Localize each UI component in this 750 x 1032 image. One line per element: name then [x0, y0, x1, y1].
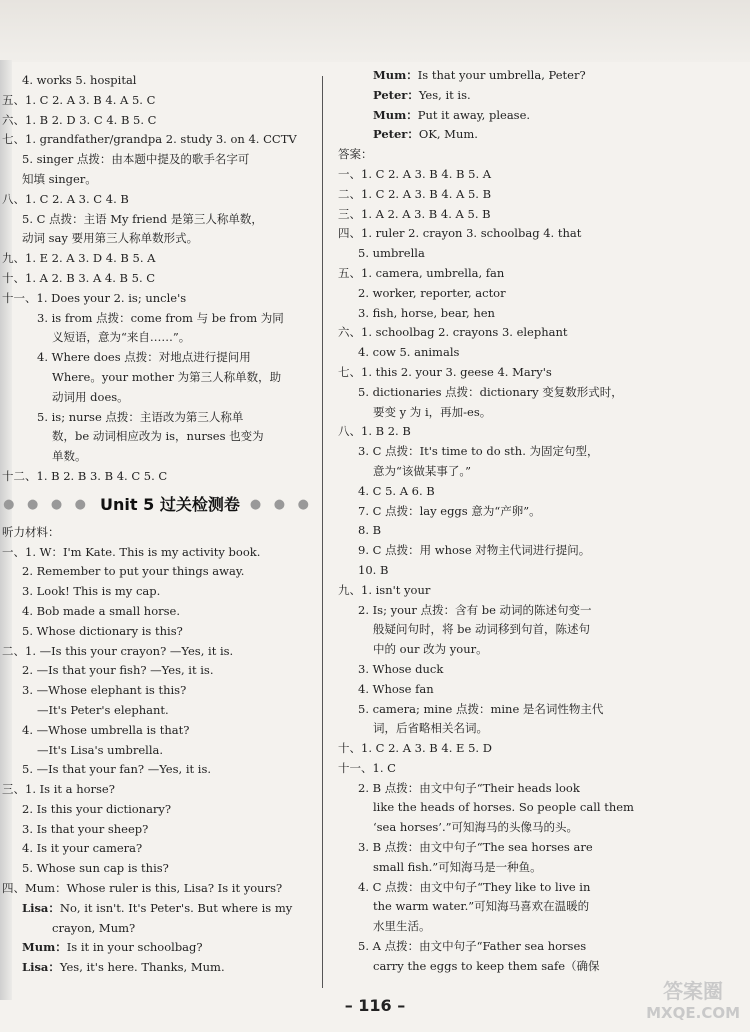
watermark-line1: 答案圈	[663, 979, 724, 1003]
left_column-line: —It's Peter's elephant.	[37, 702, 169, 717]
left_column-line: 5. C 点拨：主语 My friend 是第三人称单数，	[22, 211, 263, 226]
right_column-line: 八、1. B 2. B	[338, 424, 411, 439]
right_column-line: 六、1. schoolbag 2. crayons 3. elephant	[338, 325, 568, 340]
left_column-line: crayon, Mum?	[52, 920, 136, 935]
left_column-line: 动词用 does。	[52, 389, 129, 404]
speaker-name: Mum：	[22, 940, 67, 955]
left_column-line: 九、1. E 2. A 3. D 4. B 5. A	[2, 251, 156, 266]
left_column-line: 义短语，意为“来自……”。	[52, 330, 191, 345]
right_column-line: Mum：Is that your umbrella, Peter?	[373, 68, 586, 82]
left_column-line: 5. singer 点拨：由本题中提及的歌手名字可	[22, 152, 250, 167]
right_column-line: like the heads of horses. So people call them	[373, 800, 634, 815]
left_column-line: 5. Whose sun cap is this?	[22, 861, 169, 876]
right_column-line: 3. Whose duck	[358, 661, 444, 676]
left_column-line: 4. works 5. hospital	[22, 73, 137, 87]
left_column-line: Where。your mother 为第三人称单数，助	[52, 369, 282, 384]
column-divider	[322, 76, 323, 988]
right_column-line: 5. camera; mine 点拨：mine 是名词性物主代	[358, 701, 604, 716]
unit-heading	[2, 487, 314, 523]
right_column-line: 一、1. C 2. A 3. B 4. B 5. A	[338, 166, 492, 181]
unit-title: Unit 5 过关检测卷	[100, 494, 240, 514]
left_column-line: 十、1. A 2. B 3. A 4. B 5. C	[2, 270, 156, 285]
right-column	[338, 66, 668, 977]
left_column-line: —It's Lisa's umbrella.	[37, 742, 164, 757]
watermark-logo	[646, 980, 740, 1024]
right_column-line: 4. C 点拨：由文中句子“They like to live in	[358, 879, 591, 894]
left_column-line: 2. Remember to put your things away.	[22, 564, 245, 579]
right_column-line: 水里生活。	[373, 919, 431, 934]
right_column-line: 意为“该做某事了。”	[373, 463, 472, 478]
left_column-line: 十一、1. Does your 2. is; uncle's	[2, 290, 187, 305]
right_column-line: 5. dictionaries 点拨：dictionary 变复数形式时，	[358, 384, 623, 399]
right_column-line: 要变 y 为 i，再加-es。	[373, 404, 492, 419]
right_column-line: carry the eggs to keep them safe（确保	[373, 958, 600, 973]
right_column-line: Peter：OK, Mum.	[373, 127, 478, 142]
heading-dots-right: ● ● ●	[249, 496, 313, 512]
left_column-line: 4. Bob made a small horse.	[22, 603, 180, 618]
right_column-line: 8. B	[358, 523, 382, 538]
left_column-line: 4. Where does 点拨：对地点进行提问用	[37, 350, 251, 365]
left_column-line: Lisa：No, it isn't. It's Peter's. But where is my	[22, 900, 293, 915]
left_column-line: 二、1. —Is this your crayon? —Yes, it is.	[2, 643, 234, 658]
left_column-line: 知填 singer。	[22, 171, 97, 186]
right_column-line: 4. C 5. A 6. B	[358, 483, 435, 498]
right_column-line: 十、1. C 2. A 3. B 4. E 5. D	[338, 741, 492, 756]
left_column-line: 动词 say 要用第三人称单数形式。	[22, 231, 199, 246]
left_column-line: 听力材料：	[2, 524, 60, 539]
right_column-line: 2. B 点拨：由文中句子“Their heads look	[358, 780, 580, 795]
right_column-line: 9. C 点拨：用 whose 对物主代词进行提问。	[358, 543, 591, 558]
right_column-line: 3. C 点拨：It's time to do sth. 为固定句型，	[358, 444, 599, 459]
left_column-line: 3. Is that your sheep?	[22, 821, 149, 836]
left_column-line: 八、1. C 2. A 3. C 4. B	[2, 191, 129, 206]
speaker-name: Peter：	[373, 127, 419, 142]
left_column-line: 七、1. grandfather/grandpa 2. study 3. on 4. CCTV	[2, 132, 297, 147]
right_column-line: 三、1. A 2. A 3. B 4. A 5. B	[338, 206, 491, 221]
left_column-line: 数，be 动词相应改为 is，nurses 也变为	[52, 429, 264, 444]
right_column-line: 7. C 点拨：lay eggs 意为“产卵”。	[358, 503, 541, 518]
right_column-line: ‘sea horses’.”可知海马的头像马的头。	[373, 820, 578, 835]
left_column-line: 2. —Is that your fish? —Yes, it is.	[22, 663, 214, 678]
right_column-line: 答案：	[338, 147, 373, 162]
right_column-line: Mum：Put it away, please.	[373, 107, 531, 122]
right_column-line: 4. cow 5. animals	[358, 345, 460, 360]
left_column-line: 一、1. W：I'm Kate. This is my activity book.	[2, 544, 261, 559]
right_column-line: 四、1. ruler 2. crayon 3. schoolbag 4. that	[338, 226, 582, 241]
right_column-line: 5. umbrella	[358, 246, 425, 261]
left_column-line: 5. Whose dictionary is this?	[22, 623, 183, 638]
heading-dots-left: ● ● ● ●	[3, 496, 91, 512]
left-column	[2, 71, 314, 978]
left_column-line: 四、Mum：Whose ruler is this, Lisa? Is it yours?	[2, 881, 283, 896]
right_column-line: 五、1. camera, umbrella, fan	[338, 265, 505, 280]
left_column-line: Lisa：Yes, it's here. Thanks, Mum.	[22, 960, 225, 975]
left_column-line: Mum：Is it in your schoolbag?	[22, 940, 203, 955]
right_column-line: the warm water.”可知海马喜欢在温暖的	[373, 899, 590, 914]
speaker-name: Mum：	[373, 107, 418, 122]
right_column-line: 般疑问句时，将 be 动词移到句首，陈述句	[373, 622, 590, 637]
left_column-line: 单数。	[52, 449, 87, 464]
right_column-line: Peter：Yes, it is.	[373, 87, 471, 102]
left_column-line: 3. —Whose elephant is this?	[22, 683, 187, 698]
right_column-line: 4. Whose fan	[358, 681, 434, 696]
left_column-line: 十二、1. B 2. B 3. B 4. C 5. C	[2, 468, 168, 483]
right_column-line: 2. worker, reporter, actor	[358, 285, 506, 300]
left_column-line: 4. —Whose umbrella is that?	[22, 722, 190, 737]
page-number: – 116 –	[344, 996, 406, 1015]
left_column-line: 3. Look! This is my cap.	[22, 584, 161, 599]
left_column-line: 2. Is this your dictionary?	[22, 801, 172, 816]
left_column-line: 五、1. C 2. A 3. B 4. A 5. C	[2, 92, 156, 107]
left_column-line: 5. is; nurse 点拨：主语改为第三人称单	[37, 409, 244, 424]
speaker-name: Mum：	[373, 68, 418, 82]
speaker-name: Peter：	[373, 87, 419, 102]
right_column-line: 3. fish, horse, bear, hen	[358, 305, 495, 320]
right_column-line: 九、1. isn't your	[338, 582, 431, 597]
speaker-name: Lisa：	[22, 900, 60, 915]
left_column-line: 三、1. Is it a horse?	[2, 782, 115, 797]
right_column-line: 十一、1. C	[338, 760, 396, 775]
left_column-line: 4. Is it your camera?	[22, 841, 143, 856]
right_column-line: 2. Is; your 点拨：含有 be 动词的陈述句变一	[358, 602, 592, 617]
right_column-line: 词，后省略相关名词。	[373, 721, 488, 736]
watermark-line2: MXQE.COM	[646, 1004, 740, 1022]
page-top-strip	[0, 0, 750, 62]
right_column-line: 中的 our 改为 your。	[373, 642, 488, 657]
left_column-line: 5. —Is that your fan? —Yes, it is.	[22, 762, 212, 777]
right_column-line: small fish.”可知海马是一种鱼。	[373, 859, 542, 874]
left_column-line: 六、1. B 2. D 3. C 4. B 5. C	[2, 112, 157, 127]
right_column-line: 3. B 点拨：由文中句子“The sea horses are	[358, 840, 593, 855]
speaker-name: Lisa：	[22, 960, 60, 975]
right_column-line: 二、1. C 2. A 3. B 4. A 5. B	[338, 186, 492, 201]
right_column-line: 七、1. this 2. your 3. geese 4. Mary's	[338, 364, 552, 379]
right_column-line: 10. B	[358, 562, 389, 577]
left_column-line: 3. is from 点拨：come from 与 be from 为同	[37, 310, 284, 325]
right_column-line: 5. A 点拨：由文中句子“Father sea horses	[358, 939, 587, 954]
